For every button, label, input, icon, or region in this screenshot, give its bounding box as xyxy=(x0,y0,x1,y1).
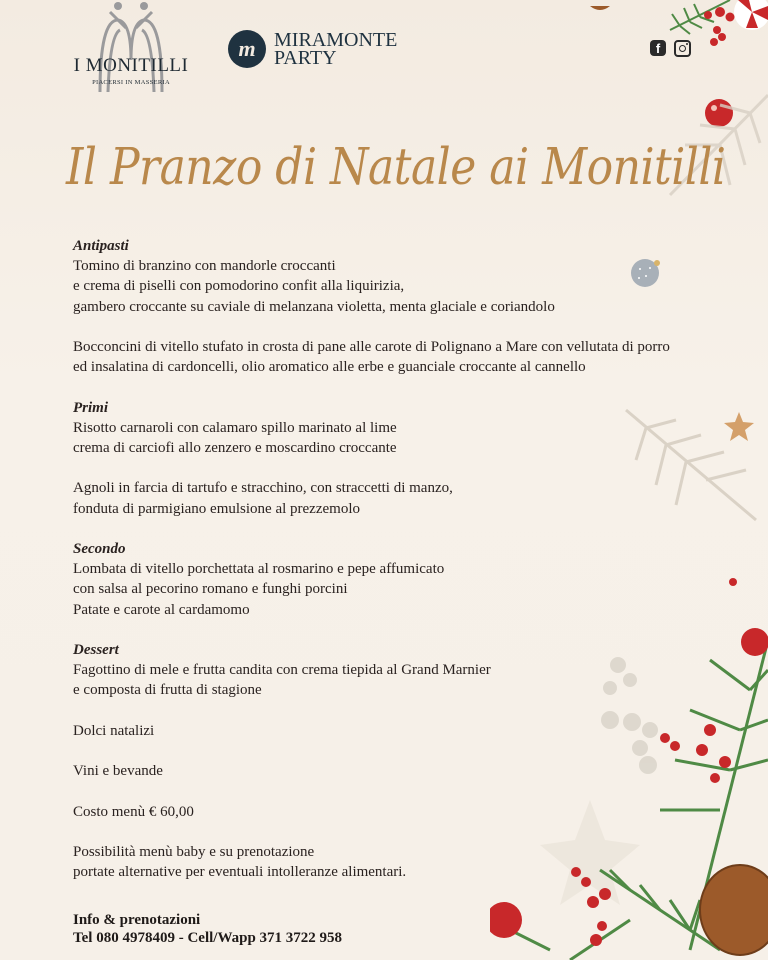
section-secondo xyxy=(73,539,713,620)
note-line: Possibilità menù baby e su prenotazione xyxy=(73,843,315,860)
menu-line: Agnoli in farcia di tartufo e stracchino, con straccetti di manzo, xyxy=(73,480,453,497)
instagram-icon[interactable] xyxy=(674,40,691,57)
monitilli-tagline: PIACERSI IN MASSERIA xyxy=(92,79,170,86)
logo-i-monitilli xyxy=(72,0,190,92)
menu-line: gambero croccante su caviale di melanzana violetta, menta glaciale e coriandolo xyxy=(73,298,555,315)
menu-price: Costo menù € 60,00 xyxy=(73,803,194,820)
miramonte-badge-icon: m xyxy=(228,30,266,68)
menu-line: Fagottino di mele e frutta candita con crema tiepida al Grand Marnier xyxy=(73,662,491,679)
red-ornament-icon xyxy=(702,96,736,130)
menu-line: con salsa al pecorino romano e funghi porcini xyxy=(73,581,348,598)
logo-miramonte-party xyxy=(228,30,397,68)
menu-line: e composta di frutta di stagione xyxy=(73,682,262,699)
gingerbread-star-icon xyxy=(722,410,756,444)
menu-line: Patate e carote al cardamomo xyxy=(73,601,250,618)
note-line: portate alternative per eventuali intolleranze alimentari. xyxy=(73,864,407,881)
contact-phones[interactable]: Tel 080 4978409 - Cell/Wapp 371 3722 958 xyxy=(73,930,343,946)
section-heading: Secondo xyxy=(73,540,126,557)
section-antipasti xyxy=(73,236,713,377)
menu-line: e crema di piselli con pomodorino confit alla liquirizia, xyxy=(73,278,405,295)
section-dessert xyxy=(73,640,713,701)
social-links xyxy=(650,40,691,57)
section-heading: Primi xyxy=(73,399,109,416)
section-heading: Dessert xyxy=(73,641,119,658)
dolci-natalizi: Dolci natalizi xyxy=(73,722,155,739)
menu-line: crema di carciofi allo zenzero e moscardino croccante xyxy=(73,440,397,456)
menu-line: Bocconcini di vitello stufato in crosta di pane alle carote di Polignano a Mare con vellutata di porro xyxy=(73,339,670,355)
facebook-icon[interactable]: f xyxy=(650,40,666,56)
miramonte-name: MIRAMONTE xyxy=(274,29,398,51)
page-title: Il Pranzo di Natale ai Monitilli xyxy=(66,138,726,197)
miramonte-party: PARTY xyxy=(274,47,337,69)
contact-heading: Info & prenotazioni xyxy=(73,912,201,928)
menu-line: Tomino di branzino con mandorle croccanti xyxy=(73,258,336,275)
menu-line: ed insalatina di cardoncelli, olio aromatico alle erbe e guanciale croccante al cannello xyxy=(73,359,586,376)
section-heading: Antipasti xyxy=(73,238,129,254)
contact-info xyxy=(73,911,342,947)
menu-line: fonduta di parmigiano emulsione al prezzemolo xyxy=(73,500,360,517)
menu-body xyxy=(73,236,713,882)
monitilli-brand-name: I MONITILLI xyxy=(73,55,189,76)
section-primi xyxy=(73,398,713,519)
menu-line: Risotto carnaroli con calamaro spillo marinato al lime xyxy=(73,419,397,436)
vini-bevande: Vini e bevande xyxy=(73,763,163,780)
menu-line: Lombata di vitello porchettata al rosmarino e pepe affumicato xyxy=(73,561,445,578)
